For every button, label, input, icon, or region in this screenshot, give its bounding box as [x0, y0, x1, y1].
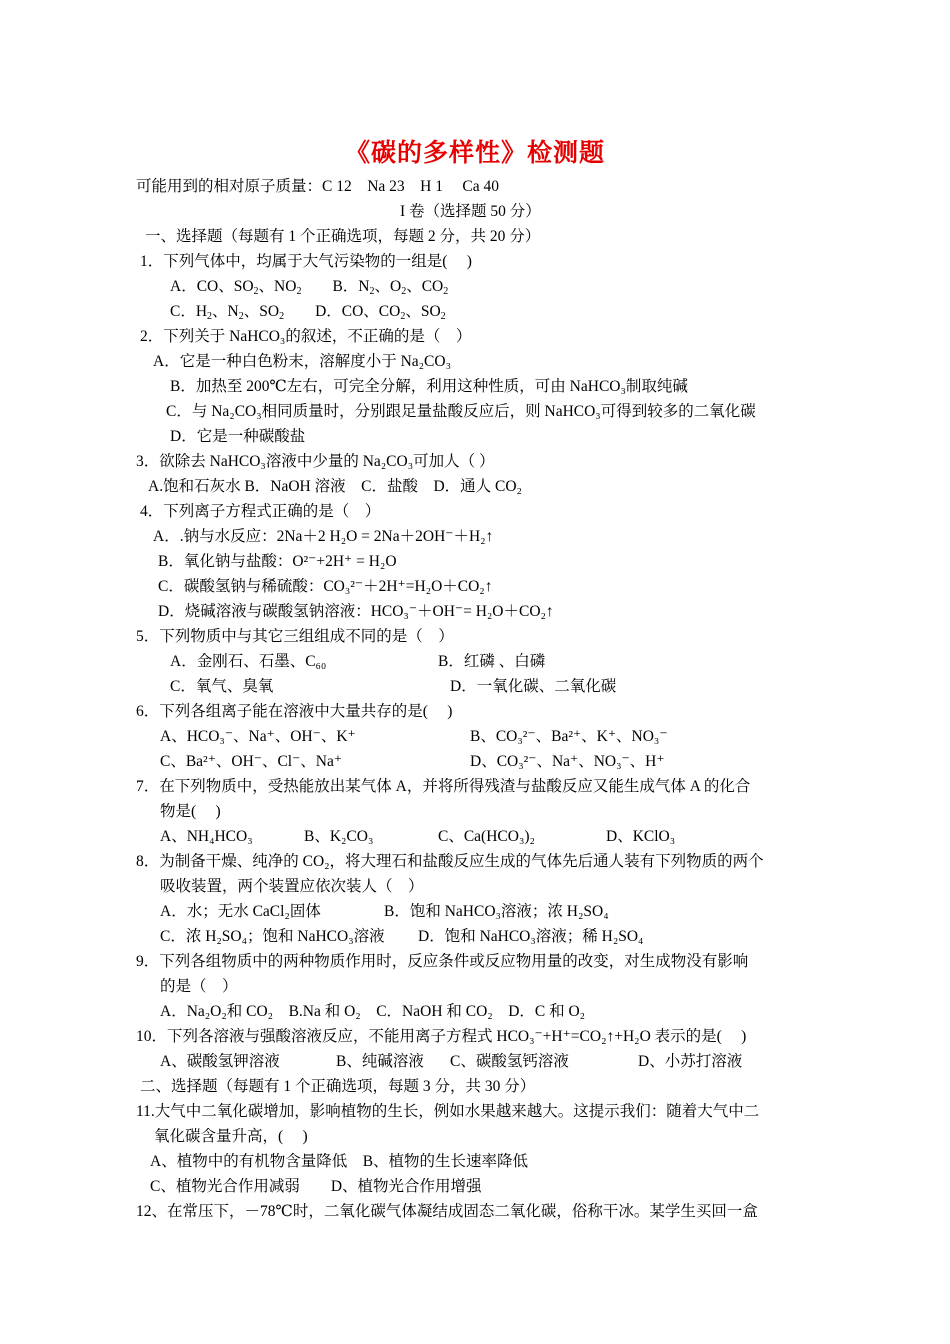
- atomic-masses: 可能用到的相对原子质量：C 12 Na 23 H 1 Ca 40: [136, 178, 499, 195]
- option-d: D、CO₃²⁻、Na⁺、NO₃⁻、H⁺: [470, 753, 665, 770]
- option-a: A．水；无水 CaCl₂固体: [160, 903, 321, 920]
- question-stem: 11.大气中二氧化碳增加，影响植物的生长，例如水果越来越大。这提示我们：随着大气中二: [136, 1103, 760, 1120]
- question-stem-continued: 吸收装置，两个装置应依次装人（ ）: [160, 878, 424, 895]
- question-stem: 1．下列气体中，均属于大气污染物的一组是( ): [140, 253, 472, 270]
- question-options: C．$H_2$、$N_2$、$SO_2$ D．CO、$CO_2$、$SO_2$: [170, 303, 446, 322]
- option-c: C．浓 H₂SO₄；饱和 NaHCO₃溶液: [160, 928, 385, 945]
- question-stem: 8．为制备干燥、纯净的 CO₂，将大理石和盐酸反应生成的气体先后通人装有下列物质的两个: [136, 853, 764, 870]
- volume-heading: I 卷（选择题 50 分）: [400, 203, 541, 220]
- option-d: D．饱和 NaHCO₃溶液；稀 H₂SO₄: [418, 928, 644, 945]
- option-c: C、Ca(HCO₃)₂: [438, 828, 535, 845]
- option-b: B．加热至 200℃左右，可完全分解，利用这种性质，可由 NaHCO₃制取纯碱: [170, 378, 688, 395]
- option-c: C．与 Na₂CO₃相同质量时，分别跟足量盐酸反应后，则 NaHCO₃可得到较多的二氧化碳: [166, 403, 756, 420]
- option-a: A、HCO₃⁻、Na⁺、OH⁻、K⁺: [160, 728, 356, 745]
- question-stem-continued: 的是（ ）: [160, 978, 238, 995]
- question-stem: 12、在常压下，－78℃时，二氧化碳气体凝结成固态二氧化碳，俗称干冰。某学生买回一盒: [136, 1203, 758, 1220]
- option-a: A、NH₄HCO₃: [160, 828, 253, 845]
- option-a: A．它是一种白色粉末，溶解度小于 Na₂CO₃: [153, 353, 451, 370]
- question-stem: 6．下列各组离子能在溶液中大量共存的是( ): [136, 703, 453, 720]
- question-stem: 10．下列各溶液与强酸溶液反应，不能用离子方程式 HCO₃⁻+H⁺=CO₂↑+H₂O 表示的是( ): [136, 1028, 747, 1045]
- question-stem: 5．下列物质中与其它三组组成不同的是（ ）: [136, 628, 454, 645]
- question-stem: 4．下列离子方程式正确的是（ ）: [140, 503, 381, 520]
- question-stem: 3．欲除去 NaHCO₃溶液中少量的 Na₂CO₃可加人（ ）: [136, 453, 495, 470]
- question-options: A．Na₂O₂和 CO₂ B.Na 和 O₂ C．NaOH 和 CO₂ D．C 和 O₂: [160, 1003, 586, 1020]
- question-stem: 2．下列关于 NaHCO₃的叙述，不正确的是（ ）: [140, 328, 472, 345]
- question-stem-continued: 氧化碳含量升高，( ): [154, 1128, 308, 1145]
- option-d: D、KClO₃: [606, 828, 676, 845]
- option-c: C．氧气、臭氧: [170, 678, 274, 695]
- option-b: B、CO₃²⁻、Ba²⁺、K⁺、NO₃⁻: [470, 728, 668, 745]
- exam-title: 《碳的多样性》检测题: [344, 138, 605, 167]
- option-d: D．一氧化碳、二氧化碳: [450, 678, 617, 695]
- option-a: A．金刚石、石墨、C₆₀: [170, 653, 327, 670]
- option-b: B．氧化钠与盐酸：O²⁻+2H⁺ = H₂O: [158, 553, 397, 570]
- option-a: A、碳酸氢钾溶液: [160, 1053, 280, 1070]
- section-heading: 二、选择题（每题有 1 个正确选项，每题 3 分，共 30 分）: [140, 1078, 536, 1095]
- question-stem: 9．下列各组物质中的两种物质作用时，反应条件或反应物用量的改变，对生成物没有影响: [136, 953, 749, 970]
- options-cd: C、植物光合作用减弱 D、植物光合作用增强: [150, 1178, 482, 1195]
- question-stem: 7．在下列物质中，受热能放出某气体 A，并将所得残渣与盐酸反应又能生成气体 A 的化合: [136, 778, 751, 795]
- option-b: B、纯碱溶液: [336, 1053, 424, 1070]
- option-d: D．烧碱溶液与碳酸氢钠溶液：HCO₃⁻＋OH⁻= H₂O＋CO₂↑: [158, 603, 554, 620]
- option-b: B．饱和 NaHCO₃溶液；浓 H₂SO₄: [384, 903, 609, 920]
- option-c: C．碳酸氢钠与稀硫酸：CO₃²⁻＋2H⁺=H₂O＋CO₂↑: [158, 578, 493, 595]
- option-a: A．.钠与水反应：2Na＋2 H₂O = 2Na＋2OH⁻＋H₂↑: [153, 528, 494, 545]
- option-b: B、K₂CO₃: [304, 828, 374, 845]
- option-d: D．它是一种碳酸盐: [170, 428, 306, 445]
- section-heading: 一、选择题（每题有 1 个正确选项，每题 2 分，共 20 分）: [145, 228, 541, 245]
- question-options: A．CO、$SO_2$、$NO_2$ B．$N_2$、$O_2$、$CO_2$: [170, 278, 449, 297]
- option-b: B．红磷 、白磷: [438, 653, 546, 670]
- option-d: D、小苏打溶液: [638, 1053, 743, 1070]
- options-ab: A、植物中的有机物含量降低 B、植物的生长速率降低: [150, 1153, 529, 1170]
- option-c: C、碳酸氢钙溶液: [450, 1053, 569, 1070]
- option-c: C、Ba²⁺、OH⁻、Cl⁻、Na⁺: [160, 753, 343, 770]
- question-options: A.饱和石灰水 B．NaOH 溶液 C．盐酸 D．通人 CO₂: [148, 478, 522, 495]
- question-stem-continued: 物是( ): [160, 803, 221, 820]
